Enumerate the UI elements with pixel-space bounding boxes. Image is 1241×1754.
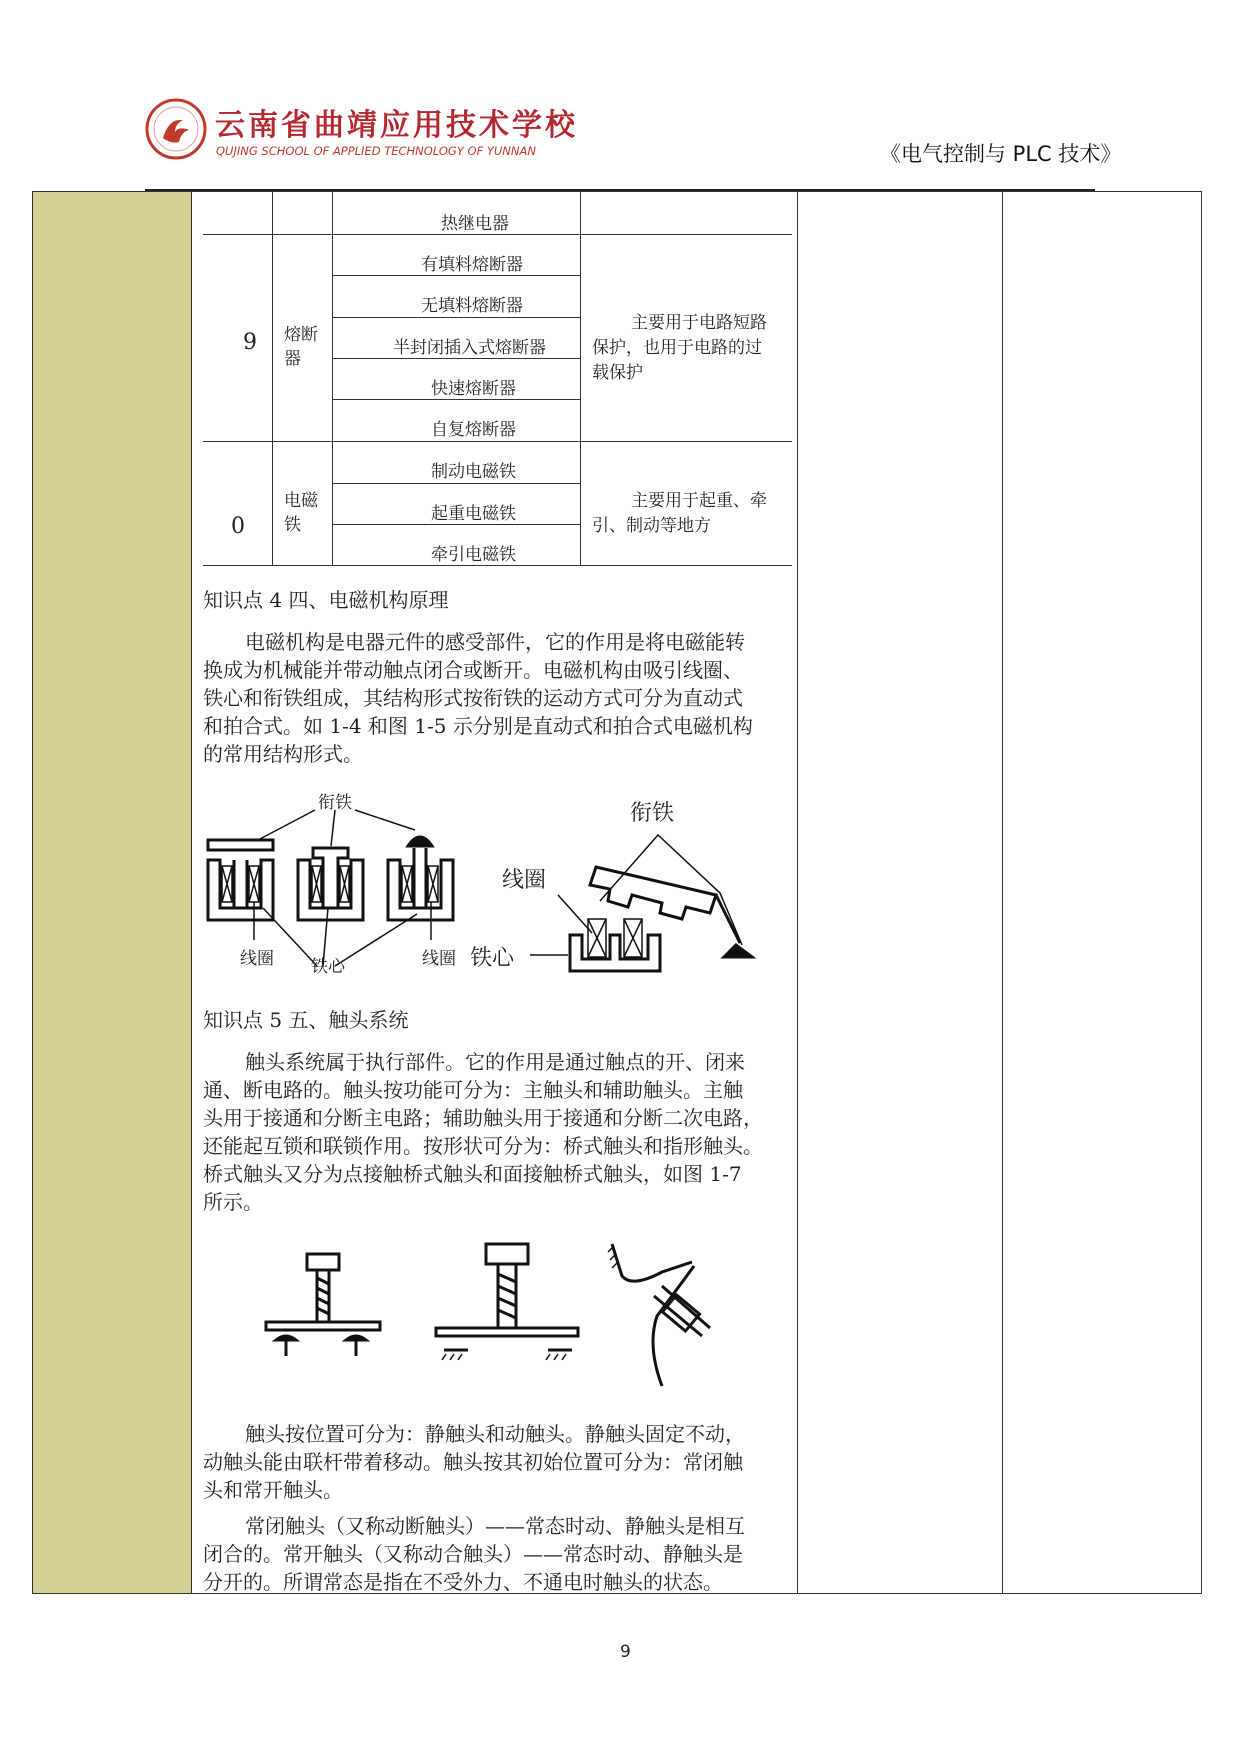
school-logo-icon <box>145 98 207 160</box>
figure-label: 衔铁 <box>318 793 352 813</box>
category-label: 器 <box>284 349 301 369</box>
figure-label: 铁心 <box>470 946 515 971</box>
table-item: 制动电磁铁 <box>431 462 516 482</box>
table-item: 自复熔断器 <box>431 420 516 440</box>
table-item: 牵引电磁铁 <box>431 545 516 565</box>
figure-label: 铁心 <box>311 957 345 977</box>
description: 主要用于电路短路 <box>631 313 767 333</box>
category-label: 铁 <box>284 515 301 535</box>
section5-paragraph: 常闭触头（又称动断触头）——常态时动、静触头是相互 闭合的。常开触头（又称动合触头）——常态时动、静触头是 分开的。所谓常态是指在不受外力、不通电时触头的状态。 <box>203 1514 745 1594</box>
contact-types-figure <box>262 1236 742 1396</box>
row-number: 0 <box>231 514 245 539</box>
section5-paragraph: 触头按位置可分为：静触头和动触头。静触头固定不动， 动触头能由联杆带着移动。触头按其初始位置可分为：常闭触 头和常开触头。 <box>203 1422 745 1502</box>
description: 主要用于起重、牵 <box>631 491 767 511</box>
description: 保护，也用于电路的过 <box>592 338 762 358</box>
row-number: 9 <box>243 330 257 355</box>
school-name-en: QUJING SCHOOL OF APPLIED TECHNOLOGY OF YUNNAN <box>216 144 536 158</box>
figure-label: 衔铁 <box>630 801 675 826</box>
category-label: 熔断 <box>284 325 318 345</box>
description: 载保护 <box>592 363 643 383</box>
description: 引、制动等地方 <box>592 516 711 536</box>
figure-label: 线圈 <box>502 868 547 893</box>
section-heading: 知识点 4 四、电磁机构原理 <box>203 588 449 612</box>
table-item: 起重电磁铁 <box>431 504 516 524</box>
section5-paragraph: 触头系统属于执行部件。它的作用是通过触点的开、闭来 通、断电路的。触头按功能可分为：主触头和辅助触头。主触 头用于接通和分断主电路；辅助触头用于接通和分断二次电路， 还能起互锁和联锁作用。按形状可分为：桥式触头和指形触头。 桥式触头又分为点接触桥式触头和面接触桥式触头，如图 1-7 所示。 <box>203 1050 763 1214</box>
figure-label: 线圈 <box>240 949 274 969</box>
table-item: 有填料熔断器 <box>421 255 523 275</box>
category-label: 电磁 <box>284 491 318 511</box>
table-item: 快速熔断器 <box>431 379 516 399</box>
column-divider <box>1002 192 1003 1593</box>
side-column <box>33 192 192 1593</box>
school-name-cn: 云南省曲靖应用技术学校 <box>215 108 578 143</box>
section-heading: 知识点 5 五、触头系统 <box>203 1008 409 1032</box>
table-item: 无填料熔断器 <box>421 296 523 316</box>
book-title: 《电气控制与 PLC 技术》 <box>880 142 1122 166</box>
page-number: 9 <box>620 1642 631 1662</box>
table-item: 半封闭插入式熔断器 <box>393 338 546 358</box>
section4-paragraph: 电磁机构是电器元件的感受部件，它的作用是将电磁能转 换成为机械能并带动触点闭合或断开。电磁机构由吸引线圈、 铁心和衔铁组成，其结构形式按衔铁的运动方式可分为直动式 和拍合式。如 1-4 和图 1-5 示分别是直动式和拍合式电磁机构 的常用结构形式。 <box>203 630 753 766</box>
figure-label: 线圈 <box>422 949 456 969</box>
table-item: 热继电器 <box>441 214 509 234</box>
column-divider <box>797 192 798 1593</box>
